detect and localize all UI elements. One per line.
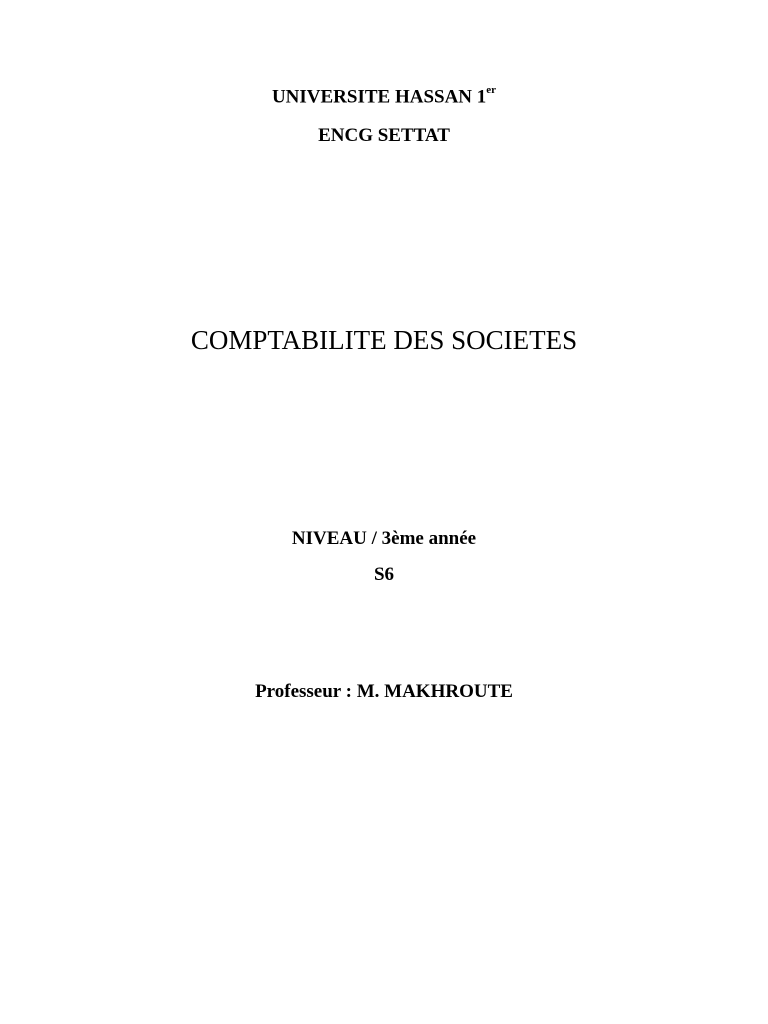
university-name [0,86,768,108]
semester: S6 [373,564,395,585]
professor-name: Professeur : M. MAKHROUTE [255,681,513,702]
school-name: ENCG SETTAT [318,125,450,146]
university-ordinal-suffix: er [486,84,497,96]
university-name-text: UNIVERSITE HASSAN 1 [271,86,487,108]
course-title: COMPTABILITE DES SOCIETES [190,325,578,355]
study-level: NIVEAU / 3ème année [291,528,477,549]
